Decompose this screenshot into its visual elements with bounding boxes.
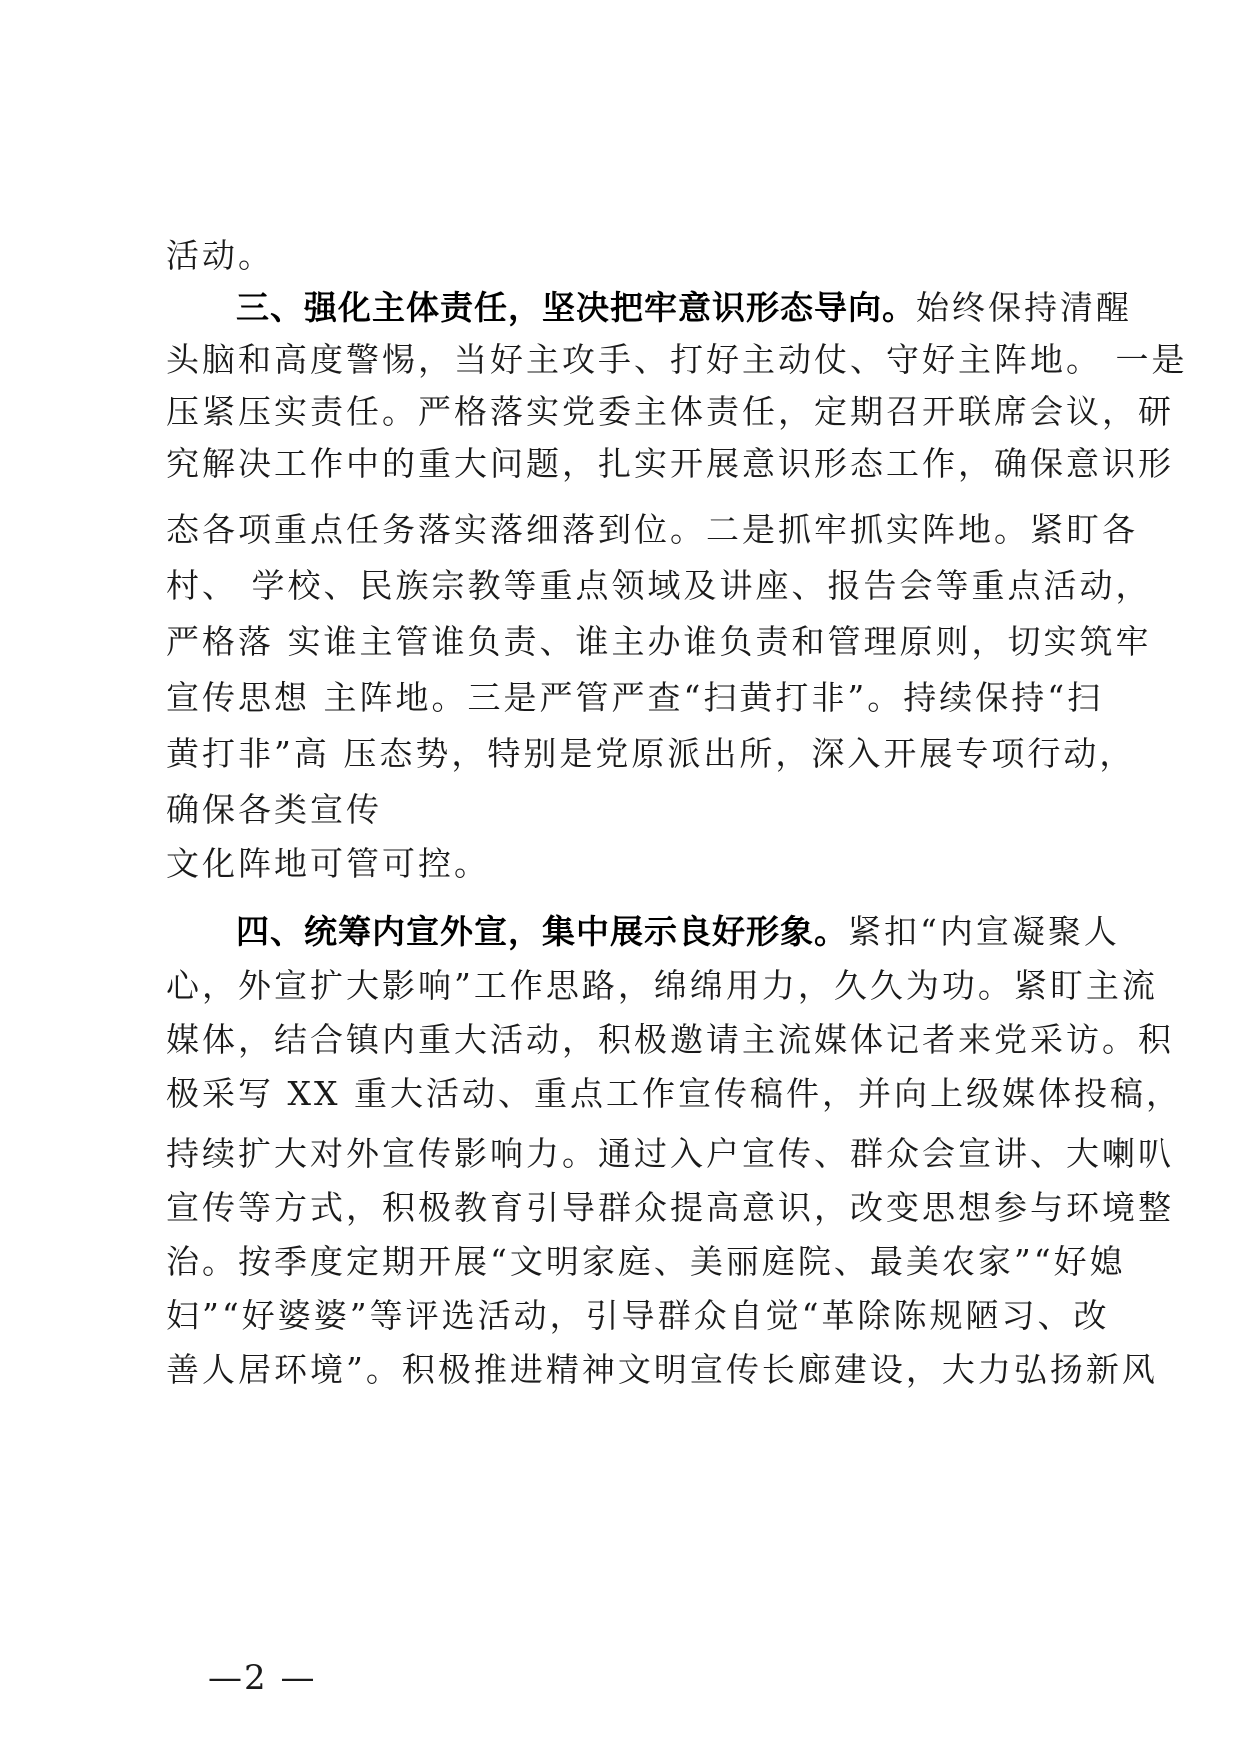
text-line <box>166 734 1135 774</box>
line-text: 头脑和高度警惕，当好主攻手、打好主动仗、守好主阵地。 一是 <box>166 340 1188 379</box>
text-line <box>166 678 1103 718</box>
section-heading-line <box>236 912 1120 952</box>
line-text: 紧扣“内宣凝聚人 <box>848 912 1120 951</box>
line-text: 确保各类宣传 <box>166 790 382 829</box>
text-line <box>166 1134 1174 1174</box>
text-line <box>166 966 1158 1006</box>
line-text: 心，外宣扩大影响”工作思路，绵绵用力，久久为功。紧盯主流 <box>166 966 1158 1005</box>
line-text: 善人居环境”。积极推进精神文明宣传长廊建设，大力弘扬新风 <box>166 1350 1158 1389</box>
text-line <box>166 392 1174 432</box>
text-line <box>166 1350 1158 1390</box>
page-number: —2 — <box>208 1658 317 1698</box>
text-line <box>166 444 1174 484</box>
text-line <box>166 622 1152 662</box>
text-line <box>166 1020 1174 1060</box>
line-text: 文化阵地可管可控。 <box>166 844 490 883</box>
text-line <box>166 790 382 830</box>
text-line <box>166 236 274 276</box>
line-text: 村、 学校、民族宗教等重点领域及讲座、报告会等重点活动， <box>166 566 1152 605</box>
text-line <box>166 566 1152 606</box>
line-text: 治。按季度定期开展“文明家庭、美丽庭院、最美农家”“好媳 <box>166 1242 1126 1281</box>
line-text: 始终保持清醒 <box>916 288 1132 327</box>
text-line <box>166 1242 1126 1282</box>
line-text: 宣传思想 主阵地。三是严管严查“扫黄打非”。持续保持“扫 <box>166 678 1104 717</box>
section-heading-three: 三、强化主体责任，坚决把牢意识形态导向。 <box>236 288 916 327</box>
line-text: 宣传等方式，积极教育引导群众提高意识，改变思想参与环境整 <box>166 1188 1174 1227</box>
line-text: 媒体，结合镇内重大活动，积极邀请主流媒体记者来党采访。积 <box>166 1020 1174 1059</box>
line-text: 态各项重点任务落实落细落到位。二是抓牢抓实阵地。紧盯各 <box>166 510 1138 549</box>
line-text: 究解决工作中的重大问题，扎实开展意识形态工作，确保意识形 <box>166 444 1174 483</box>
text-line <box>166 340 1188 380</box>
section-heading-line <box>236 288 1132 328</box>
section-heading-four: 四、统筹内宣外宣，集中展示良好形象。 <box>236 912 848 951</box>
line-text: 妇”“好婆婆”等评选活动，引导群众自觉“革除陈规陋习、改 <box>166 1296 1110 1335</box>
line-text: 持续扩大对外宣传影响力。通过入户宣传、群众会宣讲、大喇叭 <box>166 1134 1174 1173</box>
line-text: 活动。 <box>166 236 274 275</box>
line-text: 黄打非”高 压态势，特别是党原派出所，深入开展专项行动， <box>166 734 1136 773</box>
text-line <box>166 1188 1174 1228</box>
line-text: 极采写 XX 重大活动、重点工作宣传稿件，并向上级媒体投稿， <box>166 1074 1182 1113</box>
text-line <box>166 1296 1109 1336</box>
text-line <box>166 1074 1182 1114</box>
line-text: 严格落 实谁主管谁负责、谁主办谁负责和管理原则，切实筑牢 <box>166 622 1152 661</box>
line-text: 压紧压实责任。严格落实党委主体责任，定期召开联席会议，研 <box>166 392 1174 431</box>
text-line <box>166 510 1138 550</box>
text-line <box>166 844 490 884</box>
